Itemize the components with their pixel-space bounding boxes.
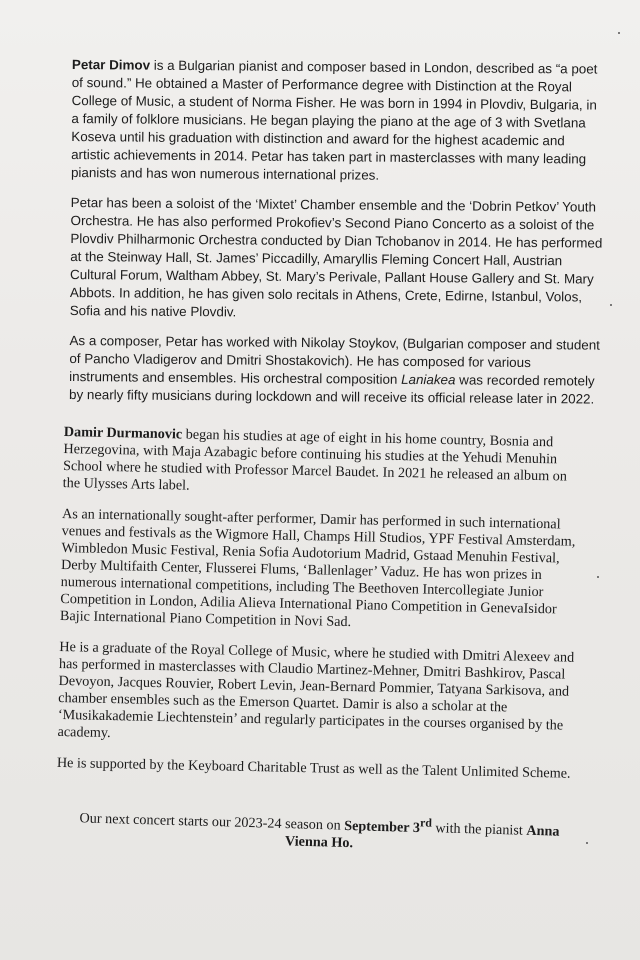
notice-text-a: Our next concert starts our 2023-24 season on [79,810,345,834]
paper-speck [610,304,612,306]
petar-paragraph-1 [71,56,606,187]
damir-paragraph-1-text: began his studies at age of eight in his home country, Bosnia and Herzegovina, with Maja Azabagic before continuing his studies at the Yehudi Menuhin School where he studied with Professor Marcel Baudet. In 2021 he released an album on the Ulysses Arts label. [62,426,568,494]
damir-paragraph-3: He is a graduate of the Royal College of Music, where he studied with Dmitri Alexeev and has performed in masterclasses with Claudio Martinez-Mehner, Dmitri Bashkirov, Pascal Devoyon, Jacques Rouvier, Robert Levin, Jean-Bernard Pommier, Tatyana Sarkisova, and chamber ensembles such as the Emerson Quartet. Damir is also a scholar at the ‘Musikakademie Liechtenstein’ and regularly participates in the courses organised by the academy. [57,638,575,742]
damir-paragraph-4: He is supported by the Keyboard Charitable Trust as well as the Talent Unlimited Scheme. [56,754,571,782]
petar-paragraph-2: Petar has been a soloist of the ‘Mixtet’ Chamber ensemble and the ‘Dobrin Petkov’ Youth Orchestra. He has also performed Prokofiev’s Second Piano Concerto as a soloist of the Plovdiv Philharmonic Orchestra conducted by Dian Tchobanov in 2014. He has performed at the Steinway Hall, St. James’ Piccadilly, Amaryllis Fleming Concert Hall, Austrian Cultural Forum, Waltham Abbey, St. Mary’s Perivale, Pallant House Gallery and St. Mary Abbots. In addition, he has given solo recitals in Athens, Crete, Edirne, Istanbul, Volos, Sofia and his native Plovdiv. [69,194,603,320]
paper-speck [586,842,588,844]
biography-damir-durmanovic [56,424,585,797]
petar-paragraph-3-text-b: was recorded remotely by nearly fifty musicians during lockdown and will receive its official release later in 2022. [68,372,595,407]
paper-speck [597,576,599,578]
petar-paragraph-1-text: is a Bulgarian pianist and composer based in London, described as “a poet of sound.” He obtained a Master of Performance degree with Distinction at the Royal College of Music, a student of Norma Fisher. He was born in 1994 in Plovdiv, Bulgaria, in a family of folklore musicians. He began playing the piano at the age of 3 with Svetlana Koseva until his graduation with distinction and award for the highest academic and artistic achievements in 2014. Petar has taken part in masterclasses with many leading pianists and has won numerous international prizes. [70,57,598,183]
concert-date-suffix: rd [419,815,433,830]
concert-date [344,815,433,836]
petar-paragraph-3-text-a: As a composer, Petar has worked with Nikolay Stoykov, (Bulgarian composer and student of Pancho Vladigerov and Dmitri Shostakovich). He has composed for various instruments and ensembles. His orchestral composition [69,332,601,387]
next-concert-notice [59,804,580,858]
damir-paragraph-1 [63,424,586,503]
petar-name: Petar Dimov [71,56,151,73]
performer-name: Anna Vienna Ho. [284,822,560,851]
petar-paragraph-3 [69,332,604,409]
damir-paragraph-2: As an internationally sought-after performer, Damir has performed in such international venues and festivals as the Wigmore Hall, Champs Hill Studios, YPF Festival Amsterdam, Wimbledon Music Festival, Renia Sofia Audotorium Madrid, Gstaad Menuhin Festival, Derby Multifaith Center, Flusserei Flums, ‘Ballenlager’ Vaduz. He has won prizes in numerous international competitions, including The Beethoven Intercollegiate Junior Competition in London, Adilia Alieva International Piano Competition in GenevaIsidor Bajic International Piano Competition in Novi Sad. [59,505,576,631]
paper-speck [618,32,620,34]
notice-text-b: with the pianist [431,820,527,839]
biography-petar-dimov [69,56,606,421]
composition-title: Laniakea [401,371,456,388]
concert-date-day: September 3 [344,817,421,836]
damir-name: Damir Durmanovic [63,424,183,443]
